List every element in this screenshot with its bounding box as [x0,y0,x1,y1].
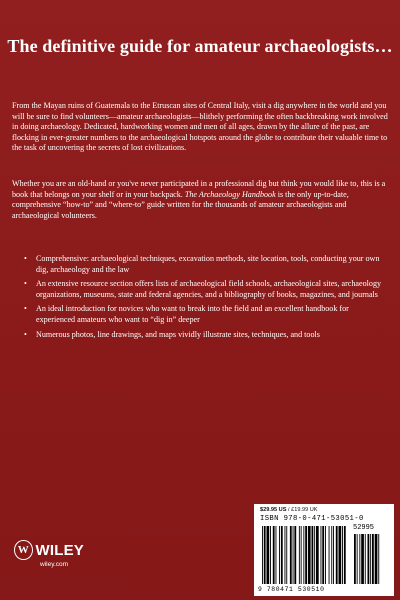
feature-list [24,254,382,344]
paragraph-2-text-start: Whether you are an old-hand or you've never participated in a professional dig but think you would like to, this is a book that belongs on your shelf or in your backpack. [12,179,386,199]
bullet-icon: • [24,304,27,314]
bullet-icon: • [24,329,27,339]
paragraph-1-text: From the Mayan ruins of Guatemala to the Etruscan sites of Central Italy, visit a dig anywhere in the world and you will be sure to find volunteers—amateur archaeologists—blithely performing the often backbreaking work involved in doing archaeology. Dedicated, hardworking women and men of all ages, drawn by the allure of the past, are flocking in ever-greater numbers to the archaeological hotspots around the globe to contribute their valuable time to the task of uncovering the secrets of lost civilizations. [12,101,388,153]
description-paragraph-1 [12,101,388,154]
book-title-italic: The Archaeology Handbook [184,189,276,199]
list-item-text: Comprehensive: archaeological techniques, excavation methods, site location, tools, conducting your own dig, archaeology and the law [36,254,380,274]
bullet-icon: • [24,254,27,263]
publisher-url: wiley.com [40,561,69,568]
publisher-logo-row [14,540,84,560]
isbn-number: ISBN 978-0-471-53051-0 [260,515,364,523]
barcode-digits: 9 780471 530510 [258,586,325,593]
paragraph-2-text-end: is the only up-to-date, comprehensive “how-to” and “where-to” guide written for the thousands of amateur archaeologists and archaeological volunteers. [12,189,349,220]
list-item-text: Numerous photos, line drawings, and maps vividly illustrate sites, techniques, and tools [36,329,320,339]
wiley-logo-icon [14,540,33,560]
list-item [24,329,382,341]
barcode-panel [254,504,394,596]
price-label [260,507,318,513]
publisher-imprint [14,540,84,568]
logo-letter: W [17,543,29,556]
price-uk: / £19.99 UK [286,507,318,513]
price-us: $29.95 US [260,507,287,513]
description-paragraph-2 [12,179,388,221]
bullet-icon: • [24,279,27,289]
publisher-name: WILEY [35,541,84,559]
headline: The definitive guide for amateur archaeologists… [7,36,393,56]
list-item-text: An extensive resource section offers lists of archaeological field schools, archaeological sites, archaeology organizations, museums, state and federal agencies, and a bibliography of books, magazines, and journals [36,279,382,299]
list-item [24,254,382,275]
list-item-text: An ideal introduction for novices who want to break into the field and an excellent handbook for experienced amateurs who want to “dig in” deeper [36,304,349,324]
list-item [24,304,382,325]
price-addon-code: 52995 [353,524,375,532]
list-item [24,279,382,300]
